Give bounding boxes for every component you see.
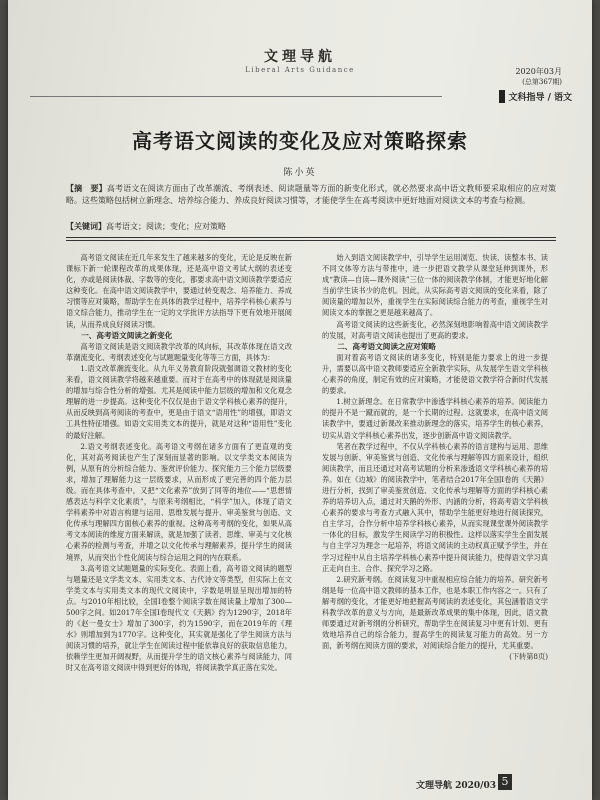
- section-heading: 二、高考语文阅读之应对策略: [337, 341, 436, 351]
- body-paragraph: 面对着高考语文阅读的诸多变化，特别是能力要求上的进一步提升，需要以高中语文教师要适应全新教学实际，从发展学生语文学科核心素养的角度，制定有效的应对策略，才能使语文教学符合新时代发展的要求。: [322, 352, 548, 396]
- magazine-page: [8, 0, 592, 800]
- body-paragraph: 2.语文考纲表述变化。高考语文考纲在诸多方面有了更直观的变化，其对高考阅读也产生了深刻而显著的影响。以文学类文本阅读为例，从原有的分析综合能力、鉴赏评价能力、探究能力三个能力层级要求，增加了理解能力这一层级要求，从而形成了更完善的四个能力层级。而在具体考查中，又把“文化素养”放到了同等的地位——“思想情感表达与科学文化素质”，与原来考纲相比，“科学”加入，体现了语文学科素养中对语言构建与运用、思维发展与提升、审美鉴赏与创造、文化传承与理解四方面核心素养的重视。这种高考考纲的变化，如果从高考文本阅读的维度方面来解读，就是加强了读者、思维、审美与文化核心素养的检测与考查，并增之以文化传承与理解素养，提升学生的阅读境界，从而突出个性化阅读与综合运用之间的内在联系。: [66, 441, 292, 562]
- body-paragraph: 高考语文阅读是语文阅读教学改革的风向标，其改革体现在语文改革潮流变化、考纲表述变化与试题题量变化等等三方面，具体为：: [66, 341, 292, 362]
- body-column-right: [322, 252, 548, 762]
- body-paragraph: 始入到语文阅读教学中，引导学生运用浏览、快读、读整本书、读不同文体等方法与带推中，进一步把语文教学从课堂延伸到课外，形成“教读—自读—课外阅读”三位一体的阅读教学体制，才能更好地化解当前学生读书少的危机。因此，从实际高考语文阅读的变化来看，除了阅读量的增加以外，重视学生在实际阅读综合能力的考查，重视学生对阅读文本的掌握之更是越来越高了。: [322, 253, 548, 318]
- body-divider-thin: [66, 240, 556, 241]
- keywords: [66, 220, 556, 233]
- body-paragraph: 高考语文阅读的这些新变化，必然深刻地影响着高中语文阅读教学的发展，对高考语文阅读也提出了更高的要求。: [322, 319, 548, 340]
- body-paragraph: 高考语文阅读在近几年来发生了越来越多的变化，无论是反映在新课标下新一轮课程改革的成果体现，还是高中语文考试大纲的表述变化，亦或是阅读体裁、字数等的变化，都要求高中语文阅读教学要适应这种变化。在高中语文阅读教学中，要通过转变观念、培养能力、养成习惯等应对策略，帮助学生在具体的教学过程中，培养学科核心素养与语文综合能力，推动学生在一定的文学批评方法指导下更有效地开展阅读，从而养成良好阅读习惯。: [66, 253, 292, 329]
- abstract-label: 【摘 要】: [66, 183, 107, 193]
- abstract-text: 高考语文在阅读方面由了改革潮流、考纲表述、阅读题量等方面的新变化形式，就必然要求高中语文教师要采取相应的应对策略。这些策略包括树立新理念、培养综合能力、养成良好阅读习惯等，才能使学生在高考阅读中更好地面对阅读文本的考查与检测。: [66, 184, 557, 205]
- header-divider: [30, 96, 442, 97]
- body-paragraph: 笔者在教学过程中，不仅从学科核心素养的语言建构与运用、思维发展与创新、审美鉴赏与创造、文化传承与理解等四方面来设计，组织阅读教学，而且还通过对高考试题的分析来渗透语文学科核心素养的培养。如在《边城》的阅读教学中，笔者结合2017年全国Ⅰ卷的《天鹅》进行分析，找到了审美鉴赏创造、文化传承与理解等方面的学科核心素养的培养切入点，通过对天鹅的外形、内涵的分析，将高考语文学科核心素养的要求与考查方式融入其中，帮助学生能更好地进行阅读探究，自主学习，合作分析中培养学科核心素养，从而实现课堂课外阅读教学一体化的目标，激发学生阅读学习的积极性。这样以落实学生全面发展与自主学习为理念一起培养，将语文阅读的主动权真正赋予学生，并在学习过程中从自主培养学科核心素养中提升阅读能力，使得语文学习真正走向自主、合作、探究学习之路。: [322, 441, 548, 573]
- issue-number: (总第367期): [522, 78, 562, 86]
- footer-magazine: 文理导航 2020/03: [416, 781, 496, 791]
- article-title: 高考语文阅读的变化及应对策略探索: [132, 129, 468, 153]
- section-heading: 一、高考语文阅读之新变化: [81, 330, 173, 340]
- abstract: [66, 182, 556, 207]
- body-paragraph: 3.高考语文试题题量的实际变化。表面上看，高考语文阅读的题型与题量还是文学类文本、实用类文本、古代诗文等类型，但实际上在文学类文本与实用类文本的现代文阅读中，字数是明显呈现出增加的特点。与2010年相比较，全国Ⅰ卷整个阅读字数在阅读量上增加了300—500字之间。如2017年全国Ⅰ卷现代文《天鹅》约为1290字，2018年的《赵一曼女士》增加了300字，约为1590字，而在2019年的《理水》则增加到为1770字。这种变化，其实就是强化了学生阅读方法与阅读习惯的培养，就让学生在阅读过程中能依靠良好的获取信息能力，依赖学生更加开阔视野，从而提升学生的语文核心素养与阅读能力，同时又在高考语文阅读中得到更好的体现，将阅读教学真正落在实处。: [66, 563, 292, 673]
- body-paragraph: 1.树立新理念。在日常教学中渗透学科核心素养的培养。阅读能力的提升不是一蹴而就的，是一个长期的过程。这就要求，在高中语文阅读教学中，要通过新课改来推动新理念的落实，培养学生的核心素养，切实从语文学科核心素养出发，逐步创新高中语文阅读教学。: [322, 397, 548, 440]
- continued-note: (下转第8页): [509, 652, 548, 662]
- issue-date: 2020年03月: [515, 67, 562, 76]
- body-paragraph: 1.语文改革潮流变化。从九年义务教育阶段就强调语文教材的变化来看，语文阅读教学将越来越重要。而对于在高考中的体现就是阅读量的增加与综合性分析的增强。尤其是阅读中能力层级的增加和文化观念理解的进一步提高。这种变化不仅仅是由于语文学科核心素养的提升，从而反映到高考阅读的考查中，更是由于语文“语用性”的增强，即语文工具性特征增强。如语文实用类文本的提升，就是对这种“语用性”变化的最好注解。: [66, 363, 292, 440]
- body-column-left: [66, 252, 292, 762]
- body-paragraph: 2.研究新考纲。在阅读复习中重视相应综合能力的培养。研究新考纲是每一位高中语文教师的基本工作，也是本职工作内容之一。只有了解考纲的变化，才能更好地把握高考阅读的表述变化，其包涵着语文学科教学改革的意义与方向，是最新改革成果的集中体现，因此，语文教师要通过对新考纲的分析研究，帮助学生在阅读复习中更有计划、更有效地培养自己的综合能力，提高学生的阅读复习能力的高效。另一方面，新考纲在阅读方面的要求，对阅读综合能力的提升，尤其重要。: [322, 574, 548, 651]
- body-divider: [66, 237, 556, 238]
- page-number: 5: [498, 774, 512, 790]
- magazine-subtitle: Liberal Arts Guidance: [245, 66, 355, 74]
- section-tag: 文科指导 / 语文: [499, 90, 572, 103]
- magazine-title: 文理导航: [264, 49, 336, 65]
- article-author: 陈小英: [283, 168, 317, 178]
- keywords-label: 【关键词】: [66, 221, 106, 231]
- keywords-text: 高考语文；阅读；变化；应对策略: [106, 222, 226, 231]
